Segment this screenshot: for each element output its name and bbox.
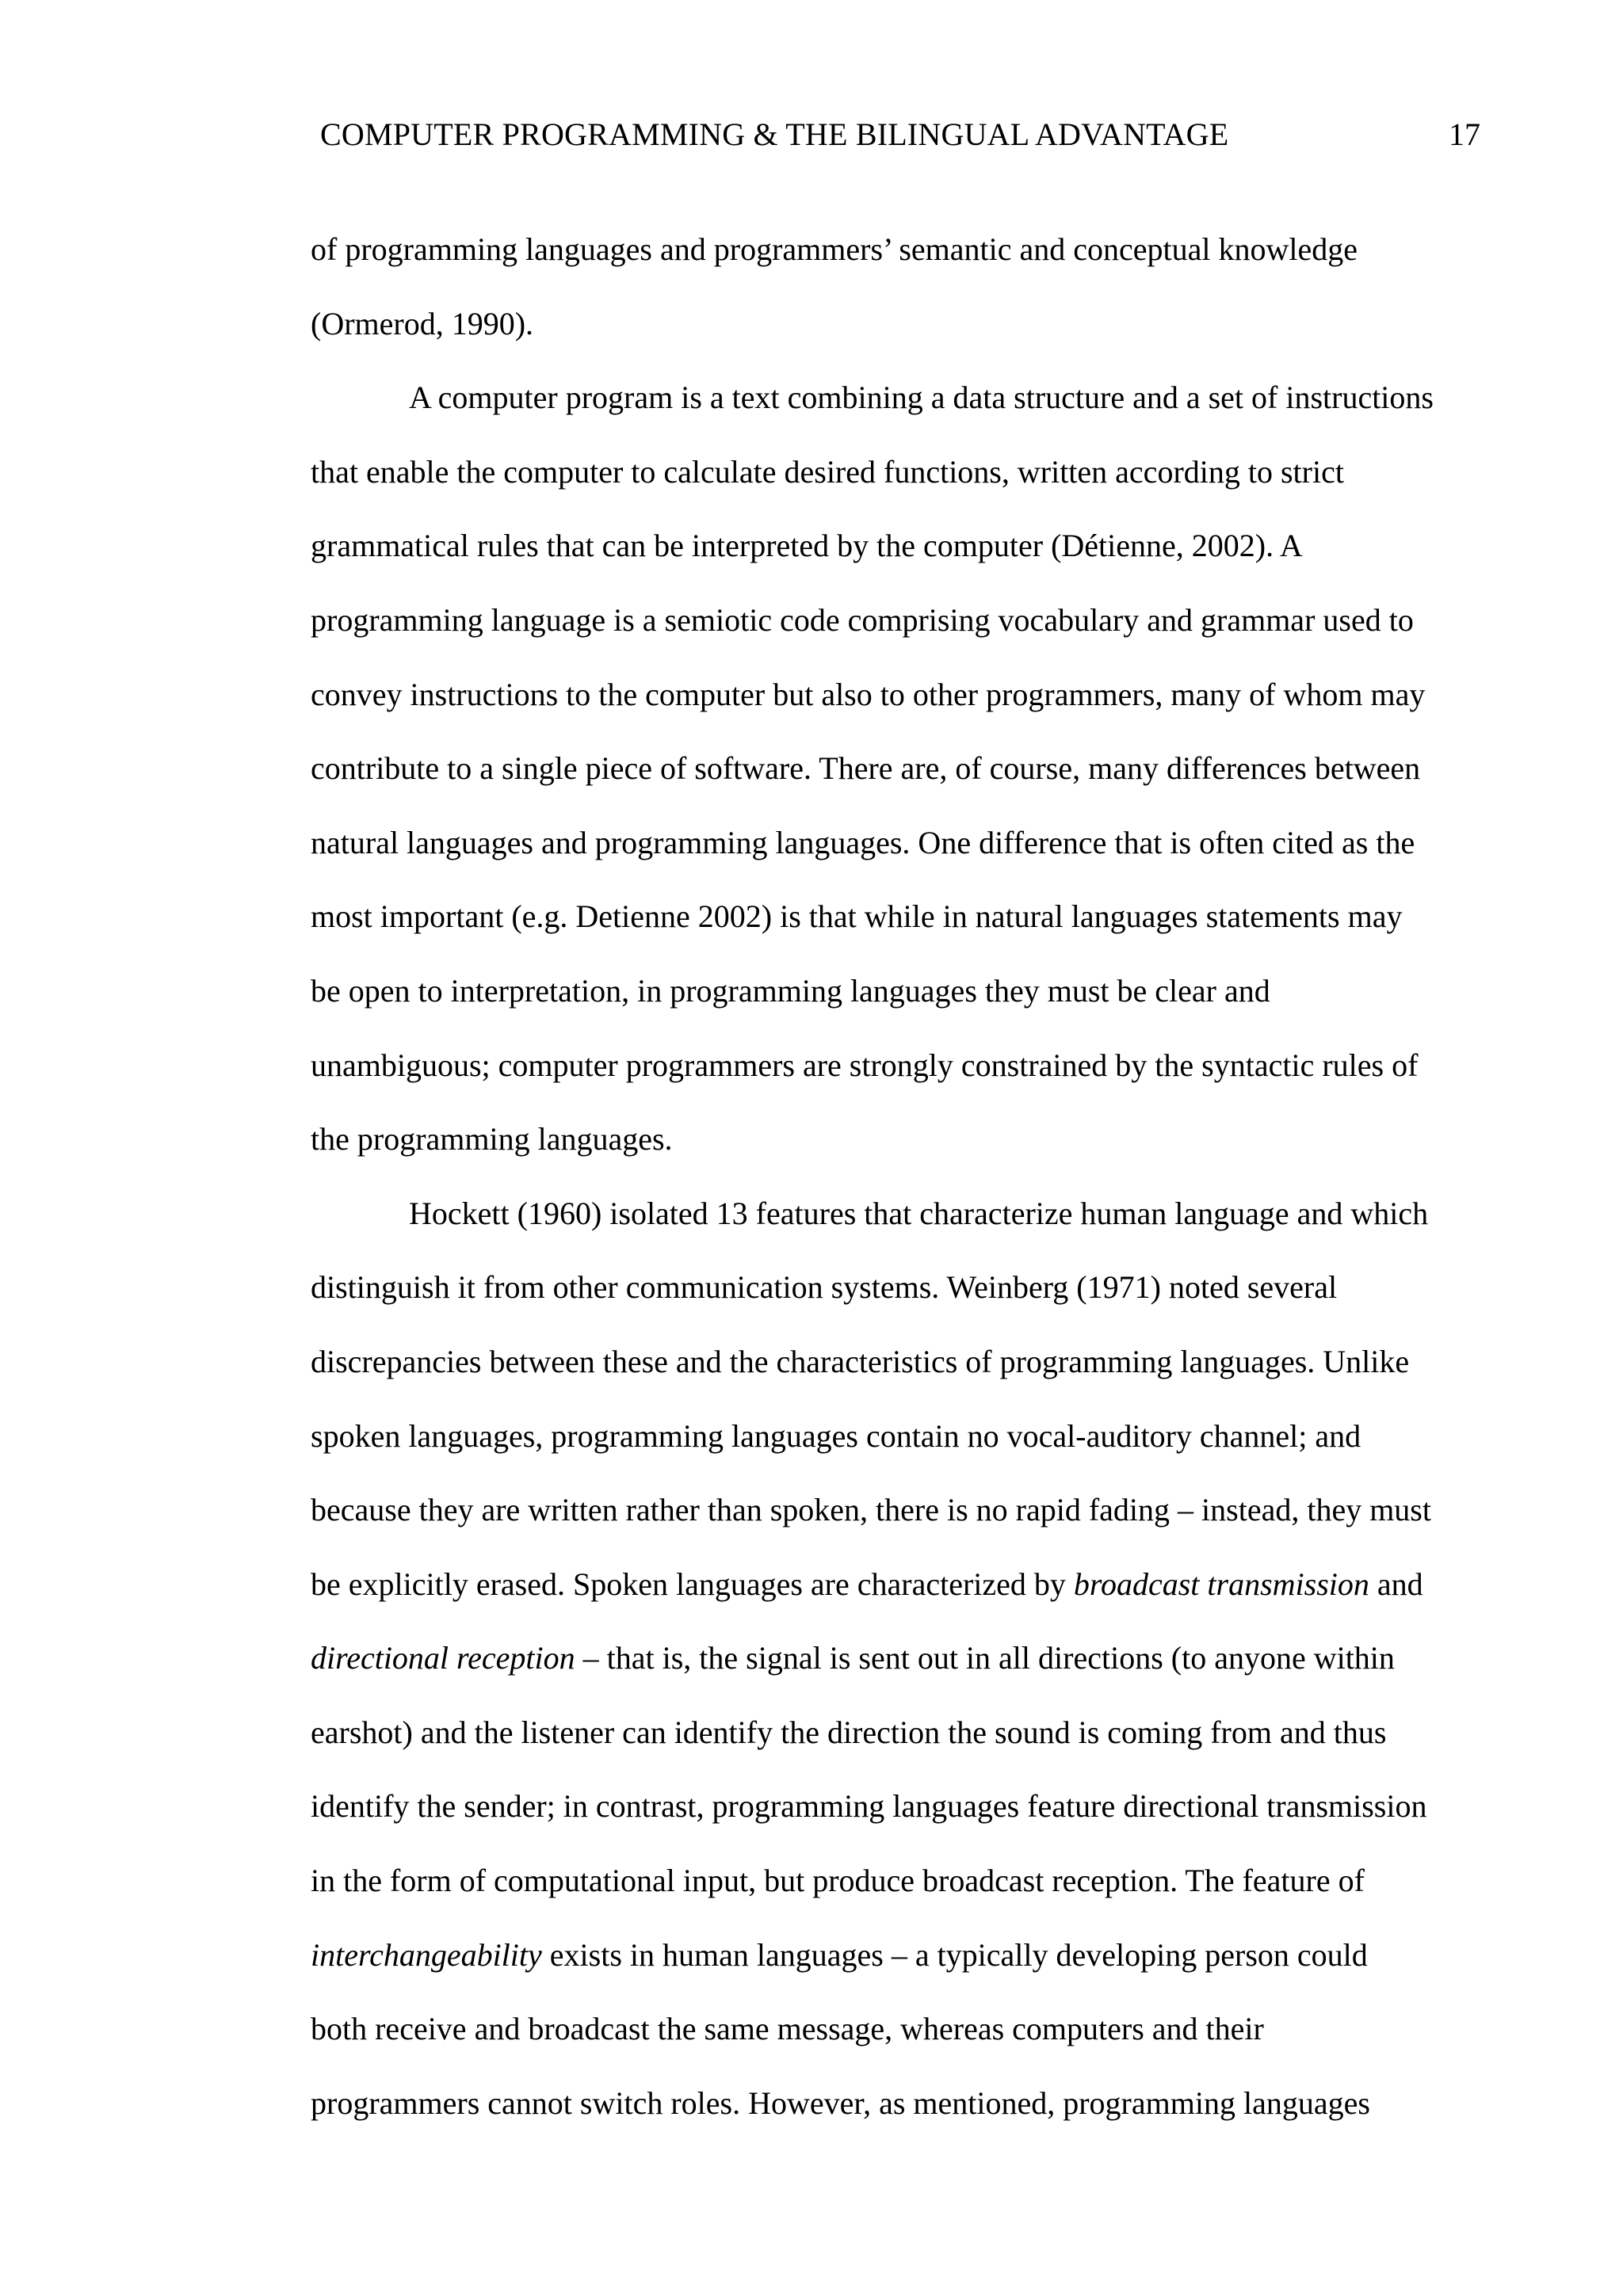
text-segment: exists in human languages – a typically developing person could	[541, 1936, 1368, 1973]
paragraph-start-line: A computer program is a text combining a data structure and a set of instructions	[409, 379, 1434, 416]
text-segment: be explicitly erased. Spoken languages are characterized by	[311, 1566, 1074, 1602]
italic-term: interchangeability	[311, 1936, 542, 1973]
text-line: identify the sender; in contrast, programming languages feature directional transmission	[311, 1788, 1427, 1825]
text-line: be open to interpretation, in programming languages they must be clear and	[311, 972, 1270, 1009]
text-line: (Ormerod, 1990).	[311, 305, 534, 341]
page-number: 17	[1449, 116, 1480, 152]
body-text	[311, 212, 1491, 2140]
text-line: that enable the computer to calculate desired functions, written according to strict	[311, 453, 1344, 490]
text-line-with-italic	[311, 1547, 1491, 1622]
text-line: convey instructions to the computer but also to other programmers, many of whom may	[311, 676, 1426, 712]
text-line: programmers cannot switch roles. However, as mentioned, programming languages	[311, 2084, 1370, 2121]
text-line: both receive and broadcast the same message, whereas computers and their	[311, 2011, 1264, 2047]
text-segment: and	[1369, 1566, 1423, 1602]
text-line-with-italic	[311, 1918, 1491, 1993]
text-line: in the form of computational input, but produce broadcast reception. The feature of	[311, 1863, 1365, 1899]
text-line: programming language is a semiotic code comprising vocabulary and grammar used to	[311, 601, 1414, 638]
text-line: distinguish it from other communication systems. Weinberg (1971) noted several	[311, 1269, 1338, 1306]
text-line: earshot) and the listener can identify the direction the sound is coming from and thus	[311, 1714, 1387, 1750]
text-line: most important (e.g. Detienne 2002) is that while in natural languages statements may	[311, 898, 1403, 935]
text-line: grammatical rules that can be interpreted by the computer (Détienne, 2002). A	[311, 528, 1303, 564]
text-line: natural languages and programming languages. One difference that is often cited as the	[311, 824, 1415, 860]
italic-term: broadcast transmission	[1073, 1566, 1369, 1602]
text-line-with-italic	[311, 1621, 1491, 1695]
italic-term: directional reception	[311, 1640, 575, 1676]
running-head: COMPUTER PROGRAMMING & THE BILINGUAL ADVANTAGE	[320, 116, 1229, 152]
text-segment: – that is, the signal is sent out in all directions (to anyone within	[575, 1640, 1395, 1676]
text-line: of programming languages and programmers’ semantic and conceptual knowledge	[311, 231, 1358, 267]
text-line: unambiguous; computer programmers are strongly constrained by the syntactic rules of	[311, 1047, 1419, 1083]
text-line: contribute to a single piece of software. There are, of course, many differences between	[311, 750, 1421, 787]
paragraph-start-line: Hockett (1960) isolated 13 features that characterize human language and which	[409, 1195, 1429, 1231]
text-line: discrepancies between these and the characteristics of programming languages. Unlike	[311, 1343, 1410, 1379]
text-line: spoken languages, programming languages contain no vocal-auditory channel; and	[311, 1417, 1361, 1454]
text-line: because they are written rather than spoken, there is no rapid fading – instead, they must	[311, 1492, 1431, 1528]
text-line: the programming languages.	[311, 1121, 673, 1158]
